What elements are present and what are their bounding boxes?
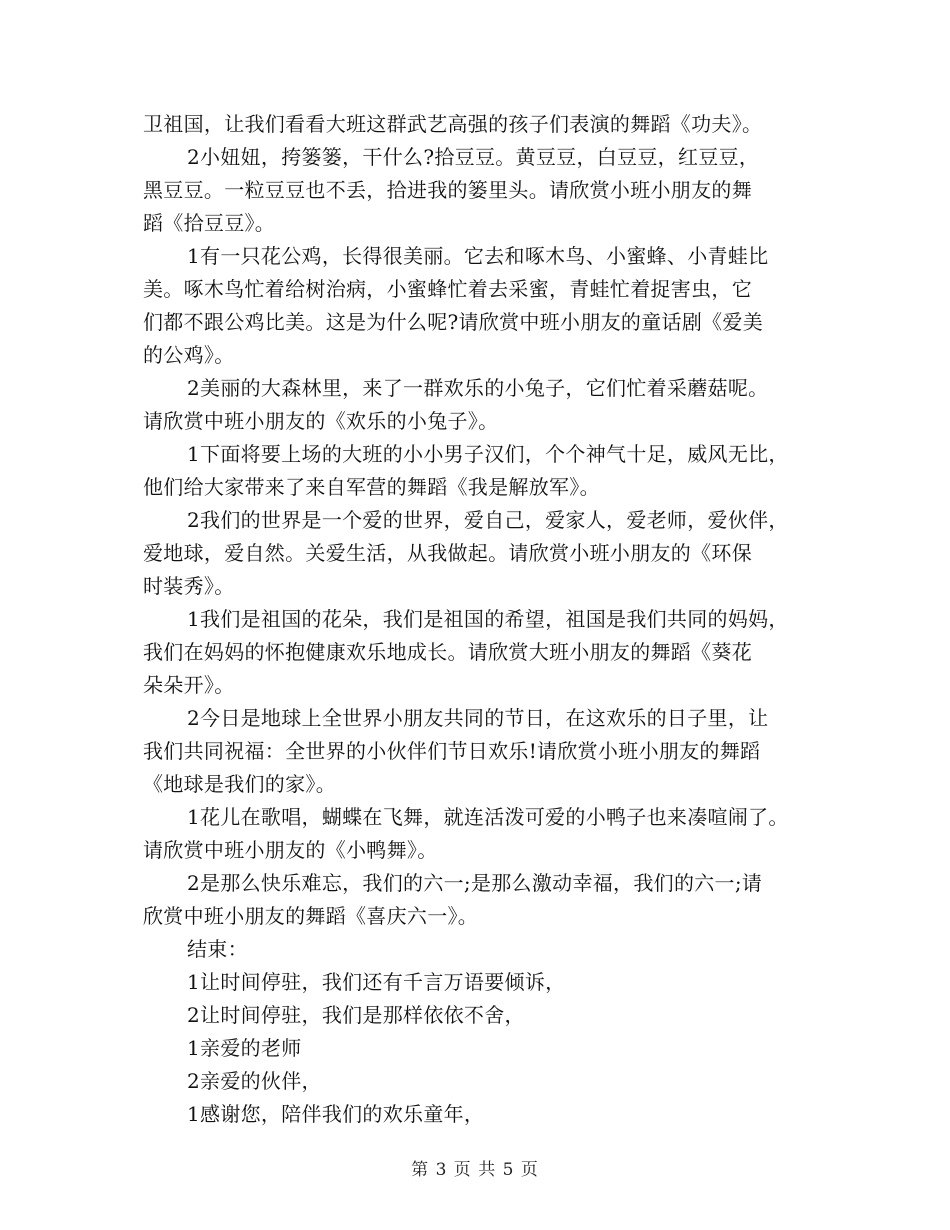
text-line: 2让时间停驻，我们是那样依依不舍，: [187, 1003, 525, 1027]
text-line: 卫祖国，让我们看看大班这群武艺高强的孩子们表演的舞蹈《功夫》。: [143, 112, 763, 136]
text-line: 美。啄木鸟忙着给树治病，小蜜蜂忙着去采蜜，青蛙忙着捉害虫，它: [143, 277, 752, 301]
text-line: 时装秀》。: [143, 574, 235, 598]
page-footer: 第 3 页 共 5 页: [411, 1160, 539, 1180]
text-line: 欣赏中班小朋友的舞蹈《喜庆六一》。: [143, 904, 479, 928]
text-line: 请欣赏中班小朋友的《小鸭舞》。: [143, 838, 438, 862]
text-line: 2小妞妞，挎篓篓，干什么?拾豆豆。黄豆豆，白豆豆，红豆豆，: [187, 145, 760, 169]
text-line: 2我们的世界是一个爱的世界，爱自己，爱家人，爱老师，爱伙伴，: [187, 508, 789, 532]
text-line: 1感谢您，陪伴我们的欢乐童年，: [187, 1102, 485, 1126]
text-line: 我们共同祝福：全世界的小伙伴们节日欢乐!请欣赏小班小朋友的舞蹈: [143, 739, 761, 763]
text-line: 《地球是我们的家》。: [143, 772, 336, 796]
text-line: 2美丽的大森林里，来了一群欢乐的小兔子，它们忙着采蘑菇呢。: [187, 376, 769, 400]
text-line: 1下面将要上场的大班的小小男子汉们，个个神气十足，威风无比，: [187, 442, 789, 466]
text-line: 的公鸡》。: [143, 343, 235, 367]
text-line: 1有一只花公鸡，长得很美丽。它去和啄木鸟、小蜜蜂、小青蛙比: [187, 244, 769, 268]
text-line: 他们给大家带来了来自军营的舞蹈《我是解放军》。: [143, 475, 600, 499]
text-line: 1花儿在歌唱，蝴蝶在飞舞，就连活泼可爱的小鸭子也来凑喧闹了。: [187, 805, 789, 829]
text-line: 们都不跟公鸡比美。这是为什么呢?请欣赏中班小朋友的童话剧《爱美: [143, 310, 764, 334]
text-line: 朵朵开》。: [143, 673, 235, 697]
text-line: 爱地球，爱自然。关爱生活，从我做起。请欣赏小班小朋友的《环保: [143, 541, 752, 565]
text-line: 1让时间停驻，我们还有千言万语要倾诉，: [187, 970, 566, 994]
document-body: [143, 108, 833, 1131]
text-line: 蹈《拾豆豆》。: [143, 211, 276, 235]
text-line: 2亲爱的伙伴，: [187, 1069, 322, 1093]
text-line: 1我们是祖国的花朵，我们是祖国的希望，祖国是我们共同的妈妈，: [187, 607, 789, 631]
text-line: 请欣赏中班小朋友的《欢乐的小兔子》。: [143, 409, 499, 433]
text-line: 结束：: [187, 937, 248, 961]
text-line: 黑豆豆。一粒豆豆也不丢，拾进我的篓里头。请欣赏小班小朋友的舞: [143, 178, 752, 202]
text-line: 1亲爱的老师: [187, 1036, 302, 1060]
text-line: 我们在妈妈的怀抱健康欢乐地成长。请欣赏大班小朋友的舞蹈《葵花: [143, 640, 752, 664]
text-line: 2是那么快乐难忘，我们的六一;是那么激动幸福，我们的六一;请: [187, 871, 763, 895]
text-line: 2今日是地球上全世界小朋友共同的节日，在这欢乐的日子里，让: [187, 706, 769, 730]
